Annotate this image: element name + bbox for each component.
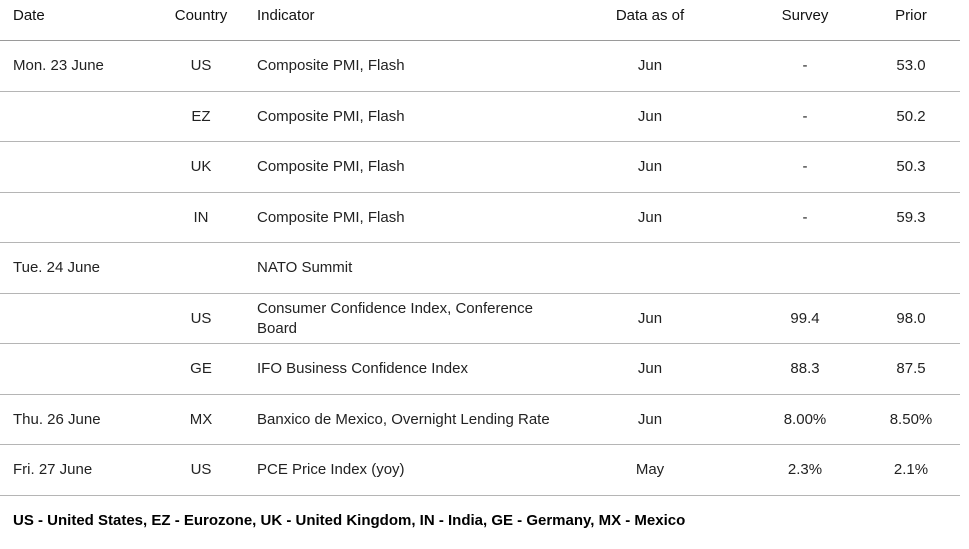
header-survey: Survey [781, 7, 829, 24]
row-country: GE [190, 360, 212, 378]
row-data-as-of: May [635, 461, 665, 479]
header-indicator: Indicator [257, 7, 315, 24]
row-survey: 99.4 [790, 309, 820, 327]
row-date: Thu. 26 June [13, 410, 101, 428]
row-indicator: PCE Price Index (yoy) [257, 461, 405, 479]
row-prior: 2.1% [893, 461, 929, 479]
row-country: US [190, 461, 212, 479]
table-row [0, 41, 960, 92]
row-survey: - [802, 208, 808, 226]
table-row [0, 142, 960, 193]
row-date: Mon. 23 June [13, 57, 104, 75]
row-date: Fri. 27 June [13, 461, 93, 479]
row-data-as-of: Jun [637, 107, 663, 125]
row-prior: 8.50% [889, 410, 933, 428]
header-country: Country [174, 7, 228, 24]
row-prior: 50.2 [896, 107, 926, 125]
row-prior: 98.0 [896, 309, 926, 327]
country-legend-footnote: US - United States, EZ - Eurozone, UK - United Kingdom, IN - India, GE - Germany, MX - Mexico [13, 512, 686, 529]
row-date: Tue. 24 June [13, 259, 101, 277]
row-country: US [190, 57, 212, 75]
header-date: Date [13, 7, 45, 24]
row-indicator: Composite PMI, Flash [257, 208, 405, 226]
row-survey: - [802, 107, 808, 125]
row-data-as-of: Jun [637, 208, 663, 226]
row-country: US [190, 309, 212, 327]
table-row [0, 92, 960, 143]
header-data-as-of: Data as of [615, 7, 685, 24]
row-indicator: NATO Summit [257, 259, 353, 277]
row-indicator: Composite PMI, Flash [257, 158, 405, 176]
table-row [0, 395, 960, 446]
table-row [0, 193, 960, 244]
row-data-as-of: Jun [637, 57, 663, 75]
row-survey: - [802, 57, 808, 75]
table-row [0, 294, 960, 345]
row-survey: 2.3% [787, 461, 823, 479]
row-data-as-of: Jun [637, 360, 663, 378]
row-prior: 53.0 [896, 57, 926, 75]
row-indicator: Banxico de Mexico, Overnight Lending Rate [257, 410, 550, 428]
table-header [0, 0, 960, 41]
row-indicator: IFO Business Confidence Index [257, 360, 468, 378]
row-prior: 50.3 [896, 158, 926, 176]
row-divider [0, 495, 960, 496]
table-row [0, 445, 960, 496]
table-row [0, 243, 960, 294]
row-data-as-of: Jun [637, 410, 663, 428]
row-country: UK [190, 158, 212, 176]
row-data-as-of: Jun [637, 158, 663, 176]
table-row [0, 344, 960, 395]
row-prior: 87.5 [896, 360, 926, 378]
row-prior: 59.3 [896, 208, 926, 226]
row-indicator: Composite PMI, Flash [257, 107, 405, 125]
row-survey: 8.00% [783, 410, 827, 428]
row-indicator: Composite PMI, Flash [257, 57, 405, 75]
row-survey: - [802, 158, 808, 176]
row-data-as-of: Jun [637, 309, 663, 327]
row-survey: 88.3 [790, 360, 820, 378]
row-country: EZ [191, 107, 211, 125]
row-country: MX [189, 410, 213, 428]
row-indicator: Consumer Confidence Index, Conference Board [257, 299, 533, 337]
header-prior: Prior [895, 7, 927, 24]
row-country: IN [193, 208, 209, 226]
